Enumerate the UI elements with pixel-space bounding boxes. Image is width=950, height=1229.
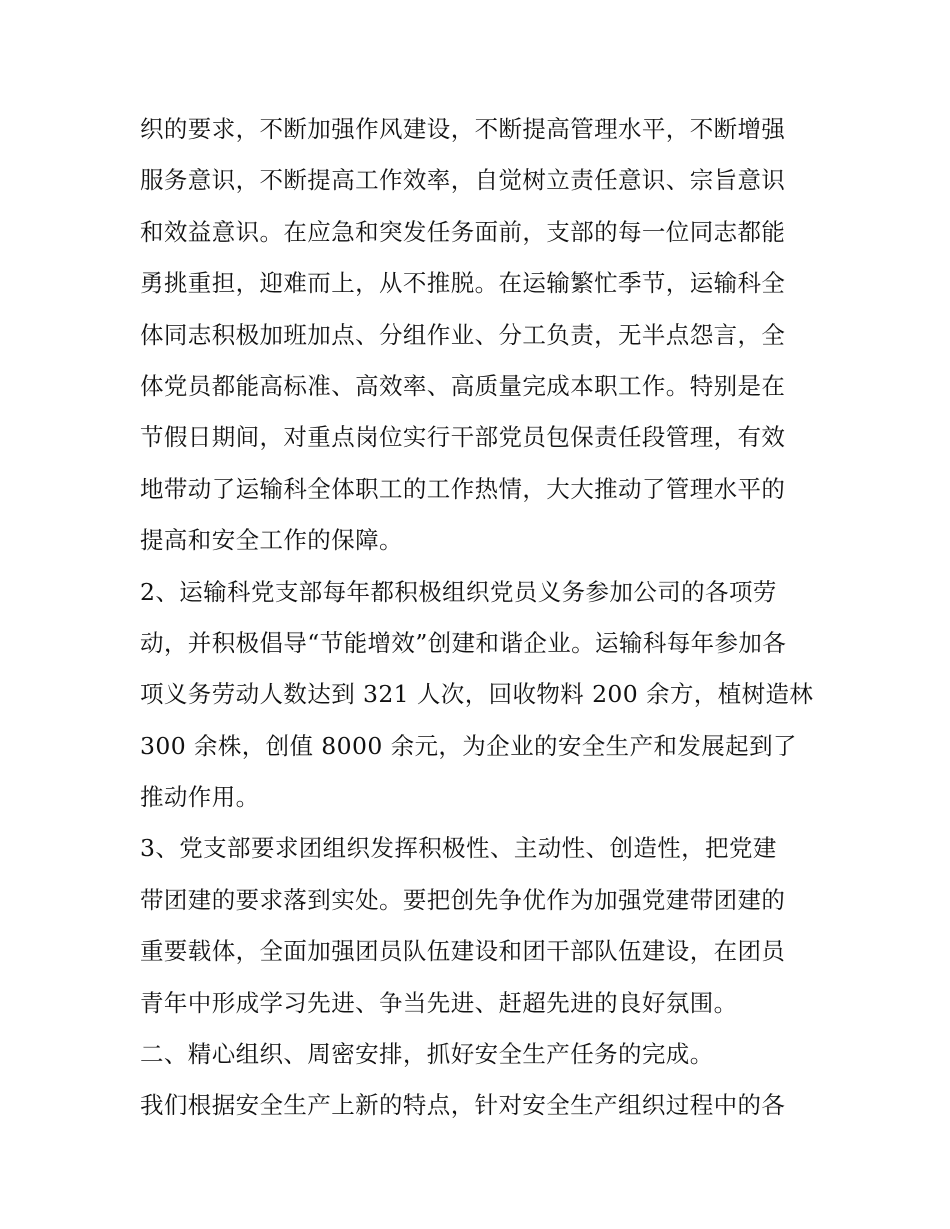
text-line-6: 体党员都能高标准、高效率、高质量完成本职工作。特别是在: [140, 371, 786, 400]
text-line-5: 体同志积极加班加点、分组作业、分工负责，无半点怨言，全: [140, 320, 786, 349]
text-line-16: 带团建的要求落到实处。要把创先争优作为加强党建带团建的: [140, 885, 786, 914]
text-line-4: 勇挑重担，迎难而上，从不推脱。在运输繁忙季节，运输科全: [140, 269, 786, 298]
text-line-14: 推动作用。: [140, 783, 260, 812]
body-text: [140, 104, 820, 1132]
text-line-13: 300 余株，创值 8000 余元，为企业的安全生产和发展起到了: [140, 731, 797, 760]
text-line-18: 青年中形成学习先进、争当先进、赶超先进的良好氛围。: [140, 988, 738, 1017]
text-line-1: 织的要求，不断加强作风建设，不断提高管理水平，不断增强: [140, 115, 786, 143]
text-line-12: 项义务劳动人数达到 321 人次，回收物料 200 余方，植树造林: [140, 680, 814, 709]
text-line-19: 二、精心组织、周密安排，抓好安全生产任务的完成。: [140, 1040, 714, 1069]
text-line-2: 服务意识，不断提高工作效率，自觉树立责任意识、宗旨意识: [140, 166, 786, 195]
text-line-20: 我们根据安全生产上新的特点，针对安全生产组织过程中的各: [140, 1091, 786, 1120]
text-line-9: 提高和安全工作的保障。: [140, 526, 403, 555]
text-line-3: 和效益意识。在应急和突发任务面前，支部的每一位同志都能: [140, 217, 786, 246]
text-line-7: 节假日期间，对重点岗位实行干部党员包保责任段管理，有效: [140, 423, 786, 452]
text-line-10: 2、运输科党支部每年都积极组织党员义务参加公司的各项劳: [140, 577, 777, 606]
text-line-8: 地带动了运输科全体职工的工作热情，大大推动了管理水平的: [140, 474, 786, 503]
text-line-11: 动，并积极倡导“节能增效”创建和谐企业。运输科每年参加各: [140, 628, 787, 657]
text-line-15: 3、党支部要求团组织发挥积极性、主动性、创造性，把党建: [140, 834, 777, 863]
text-line-17: 重要载体，全面加强团员队伍建设和团干部队伍建设，在团员: [140, 937, 786, 966]
